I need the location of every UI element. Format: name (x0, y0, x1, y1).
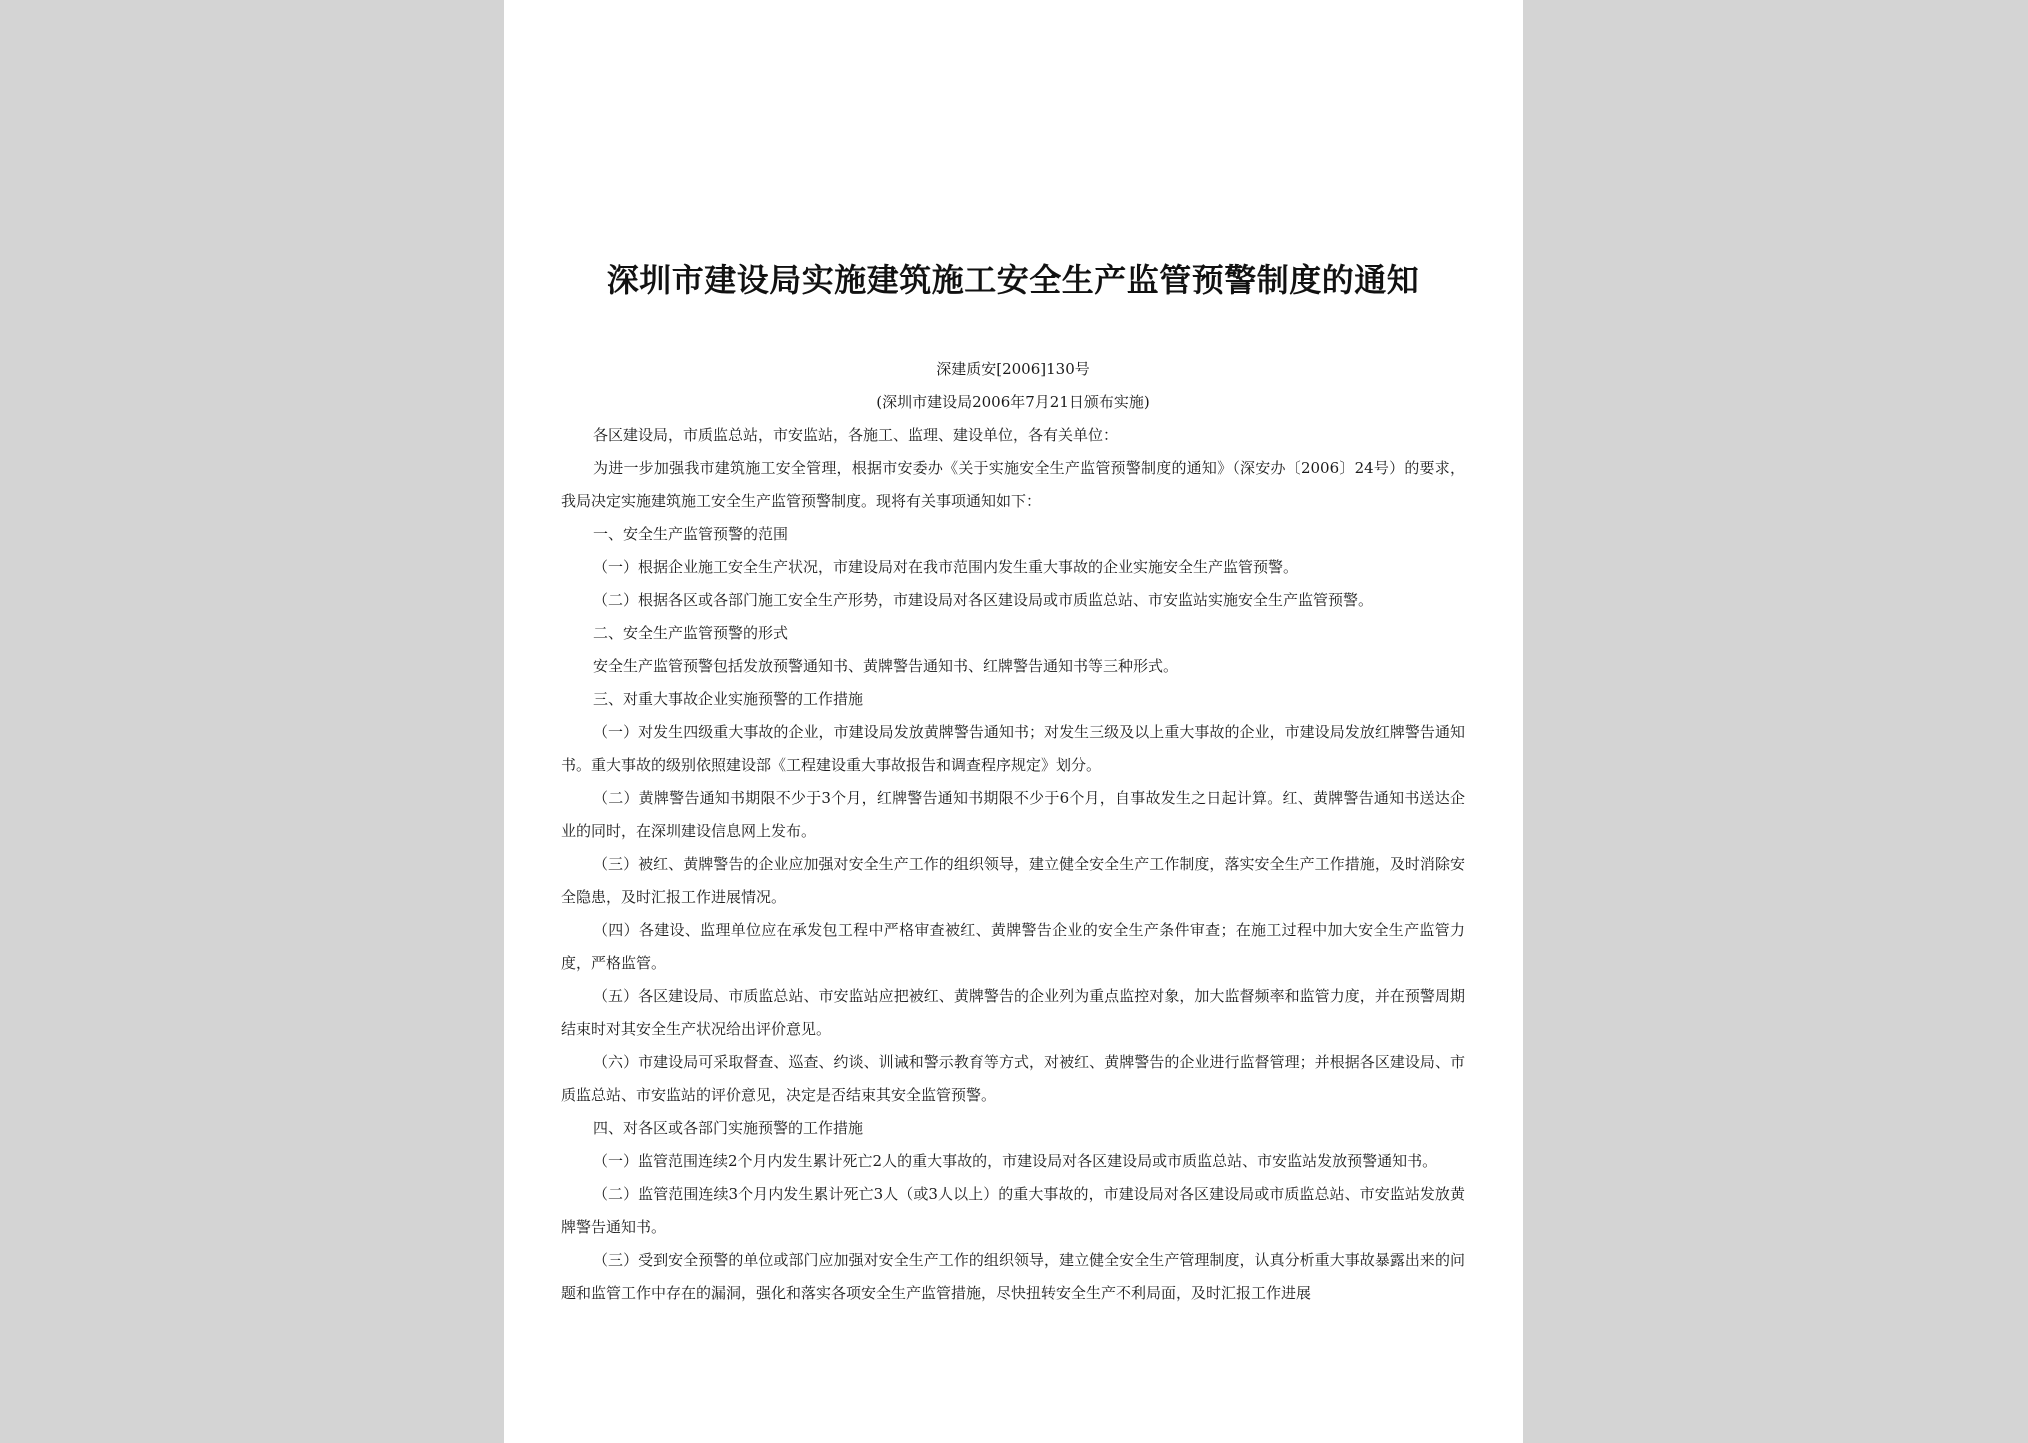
paragraph: （一）对发生四级重大事故的企业，市建设局发放黄牌警告通知书；对发生三级及以上重大事故的企业，市建设局发放红牌警告通知书。重大事故的级别依照建设部《工程建设重大事故报告和调查程序规定》划分。 (561, 723, 1465, 774)
document-page (504, 0, 1523, 1443)
paragraph: （三）受到安全预警的单位或部门应加强对安全生产工作的组织领导，建立健全安全生产管理制度，认真分析重大事故暴露出来的问题和监管工作中存在的漏洞，强化和落实各项安全生产监管措施，尽快扭转安全生产不利局面，及时汇报工作进展 (561, 1251, 1465, 1302)
paragraph: （二）根据各区或各部门施工安全生产形势，市建设局对各区建设局或市质监总站、市安监站实施安全生产监管预警。 (593, 591, 1374, 609)
paragraph: （二）黄牌警告通知书期限不少于3个月，红牌警告通知书期限不少于6个月，自事故发生之日起计算。红、黄牌警告通知书送达企业的同时，在深圳建设信息网上发布。 (561, 789, 1465, 840)
paragraph: （三）被红、黄牌警告的企业应加强对安全生产工作的组织领导，建立健全安全生产工作制度，落实安全生产工作措施，及时消除安全隐患，及时汇报工作进展情况。 (561, 855, 1465, 906)
paragraph: 二、安全生产监管预警的形式 (593, 624, 789, 642)
paragraph: 各区建设局，市质监总站，市安监站，各施工、监理、建设单位，各有关单位： (593, 426, 1119, 444)
paragraph: （四）各建设、监理单位应在承发包工程中严格审查被红、黄牌警告企业的安全生产条件审查；在施工过程中加大安全生产监管力度，严格监管。 (561, 921, 1465, 972)
paragraph: （一）监管范围连续2个月内发生累计死亡2人的重大事故的，市建设局对各区建设局或市质监总站、市安监站发放预警通知书。 (593, 1152, 1438, 1170)
document-title: 深圳市建设局实施建筑施工安全生产监管预警制度的通知 (606, 261, 1420, 299)
issue-info: (深圳市建设局2006年7月21日颁布实施) (876, 393, 1150, 411)
paragraph: （五）各区建设局、市质监总站、市安监站应把被红、黄牌警告的企业列为重点监控对象，加大监督频率和监管力度，并在预警周期结束时对其安全生产状况给出评价意见。 (561, 987, 1465, 1038)
paragraph: （六）市建设局可采取督查、巡查、约谈、训诫和警示教育等方式，对被红、黄牌警告的企业进行监督管理；并根据各区建设局、市质监总站、市安监站的评价意见，决定是否结束其安全监管预警。 (561, 1053, 1465, 1104)
paragraph: （一）根据企业施工安全生产状况，市建设局对在我市范围内发生重大事故的企业实施安全生产监管预警。 (593, 558, 1299, 576)
paragraph: （二）监管范围连续3个月内发生累计死亡3人（或3人以上）的重大事故的，市建设局对各区建设局或市质监总站、市安监站发放黄牌警告通知书。 (561, 1185, 1465, 1236)
paragraph: 四、对各区或各部门实施预警的工作措施 (593, 1119, 864, 1137)
paragraph: 安全生产监管预警包括发放预警通知书、黄牌警告通知书、红牌警告通知书等三种形式。 (593, 657, 1179, 675)
paragraph: 为进一步加强我市建筑施工安全管理，根据市安委办《关于实施安全生产监管预警制度的通知》（深安办〔2006〕24号）的要求，我局决定实施建筑施工安全生产监管预警制度。现将有关事项通知如下： (561, 459, 1465, 510)
paragraph: 三、对重大事故企业实施预警的工作措施 (593, 690, 864, 708)
paragraph: 一、安全生产监管预警的范围 (593, 525, 789, 543)
document-body (561, 419, 1465, 1310)
document-number: 深建质安[2006]130号 (936, 360, 1090, 378)
